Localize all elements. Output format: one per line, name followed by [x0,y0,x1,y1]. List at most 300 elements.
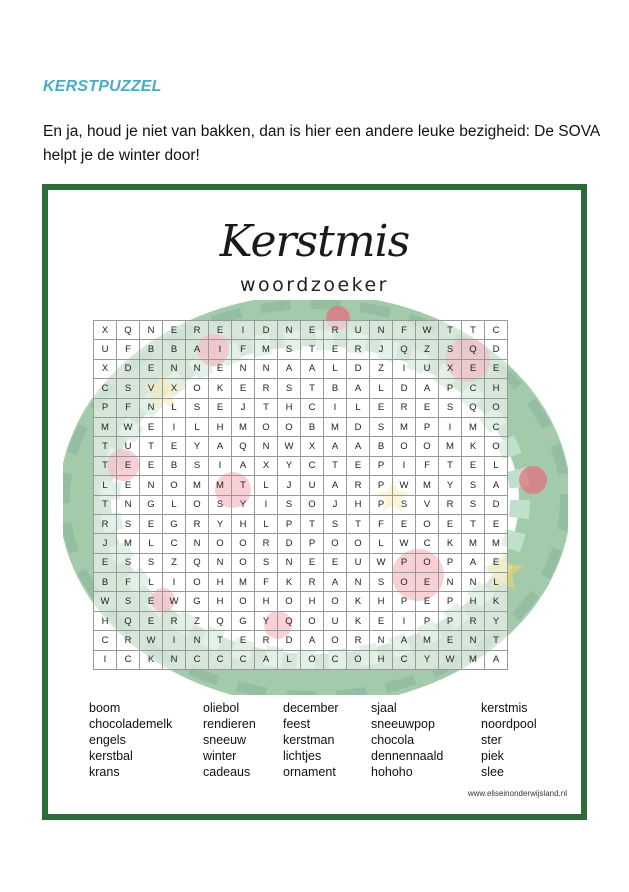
grid-cell: O [347,650,370,669]
grid-cell: U [117,437,140,456]
grid-cell: A [462,553,485,572]
grid-cell: I [393,611,416,630]
grid-cell: W [140,631,163,650]
grid-cell: E [209,321,232,340]
grid-cell: E [485,359,508,378]
grid-cell: C [462,379,485,398]
website-credit: www.eliseinonderwijsland.nl [467,789,567,798]
grid-cell: H [485,379,508,398]
grid-cell: I [163,631,186,650]
grid-cell: O [163,476,186,495]
grid-cell: D [393,379,416,398]
grid-cell: S [324,514,347,533]
grid-cell: E [117,476,140,495]
grid-cell: N [140,321,163,340]
grid-cell: R [462,611,485,630]
grid-cell: Q [462,398,485,417]
grid-row [94,456,508,475]
grid-cell: N [462,573,485,592]
grid-cell: I [209,456,232,475]
grid-cell: I [232,321,255,340]
section-heading: KERSTPUZZEL [43,78,162,95]
grid-cell: N [255,359,278,378]
word-item: oliebol [203,701,240,715]
grid-cell: T [94,495,117,514]
grid-row [94,631,508,650]
grid-cell: H [301,592,324,611]
grid-cell: H [209,417,232,436]
grid-cell: E [163,437,186,456]
grid-cell: T [462,321,485,340]
grid-cell: T [209,631,232,650]
grid-cell: A [301,359,324,378]
grid-cell: Q [278,611,301,630]
grid-cell: D [278,631,301,650]
grid-cell: H [278,398,301,417]
grid-cell: X [163,379,186,398]
grid-cell: Y [209,514,232,533]
grid-cell: A [485,650,508,669]
grid-row [94,650,508,669]
grid-cell: C [163,534,186,553]
grid-cell: S [140,553,163,572]
grid-cell: E [140,417,163,436]
grid-cell: O [186,495,209,514]
grid-cell: T [94,456,117,475]
grid-cell: A [324,437,347,456]
grid-cell: T [462,514,485,533]
grid-cell: M [462,417,485,436]
grid-cell: Q [393,340,416,359]
grid-cell: L [324,359,347,378]
grid-cell: C [232,650,255,669]
grid-cell: H [462,592,485,611]
grid-cell: N [370,321,393,340]
grid-cell: N [255,437,278,456]
grid-row [94,611,508,630]
grid-cell: F [117,340,140,359]
grid-cell: O [301,495,324,514]
grid-cell: E [485,553,508,572]
grid-cell: M [439,437,462,456]
grid-cell: V [416,495,439,514]
word-item: chocola [371,733,415,747]
grid-cell: P [370,495,393,514]
grid-cell: Y [485,611,508,630]
word-item: chocolademelk [89,717,173,731]
grid-cell: N [186,631,209,650]
grid-cell: A [186,340,209,359]
grid-cell: K [462,437,485,456]
grid-cell: I [393,359,416,378]
grid-cell: H [209,592,232,611]
grid-cell: C [301,398,324,417]
grid-cell: C [416,534,439,553]
grid-cell: H [370,592,393,611]
grid-cell: N [209,553,232,572]
grid-cell: T [301,514,324,533]
word-item: krans [89,765,120,779]
grid-cell: E [232,631,255,650]
grid-cell: D [347,417,370,436]
grid-cell: O [278,417,301,436]
word-item: rendieren [203,717,256,731]
grid-cell: I [209,340,232,359]
grid-cell: X [255,456,278,475]
grid-cell: W [94,592,117,611]
grid-cell: R [324,321,347,340]
grid-cell: M [393,417,416,436]
grid-cell: A [416,379,439,398]
grid-cell: E [209,359,232,378]
grid-cell: B [140,340,163,359]
grid-cell: K [347,592,370,611]
grid-cell: C [94,379,117,398]
grid-cell: C [485,321,508,340]
grid-cell: W [393,534,416,553]
grid-cell: P [301,534,324,553]
word-item: slee [481,765,504,779]
grid-cell: E [393,514,416,533]
grid-row [94,379,508,398]
grid-cell: I [439,417,462,436]
grid-cell: T [140,437,163,456]
grid-cell: H [94,611,117,630]
grid-cell: A [347,437,370,456]
grid-cell: B [94,573,117,592]
grid-cell: P [416,417,439,436]
grid-cell: I [163,417,186,436]
grid-cell: S [186,456,209,475]
grid-cell: B [301,417,324,436]
grid-cell: T [347,514,370,533]
word-item: noordpool [481,717,537,731]
word-item: kerstbal [89,749,133,763]
grid-cell: E [324,553,347,572]
grid-cell: Z [163,553,186,572]
grid-cell: C [301,456,324,475]
grid-cell: J [324,495,347,514]
grid-cell: H [209,573,232,592]
grid-cell: O [324,592,347,611]
grid-cell: G [163,514,186,533]
grid-cell: L [94,476,117,495]
grid-cell: A [209,437,232,456]
grid-cell: L [163,495,186,514]
grid-cell: R [186,321,209,340]
grid-cell: U [347,321,370,340]
grid-cell: Z [416,340,439,359]
grid-cell: L [370,534,393,553]
grid-cell: T [439,321,462,340]
word-item: sneeuw [203,733,247,747]
grid-cell: R [347,340,370,359]
grid-cell: C [485,417,508,436]
grid-cell: K [140,650,163,669]
grid-cell: A [393,631,416,650]
grid-cell: M [117,534,140,553]
grid-cell: P [393,553,416,572]
grid-cell: M [462,650,485,669]
grid-cell: N [186,534,209,553]
grid-cell: O [186,573,209,592]
grid-cell: B [163,456,186,475]
grid-cell: J [232,398,255,417]
grid-row [94,398,508,417]
grid-cell: M [209,476,232,495]
grid-cell: U [416,359,439,378]
grid-cell: S [393,495,416,514]
grid-cell: A [324,476,347,495]
grid-cell: A [232,456,255,475]
grid-cell: B [163,340,186,359]
grid-cell: E [439,631,462,650]
grid-cell: T [94,437,117,456]
grid-cell: Z [370,359,393,378]
word-item: sjaal [371,701,397,715]
grid-cell: S [278,495,301,514]
grid-cell: L [347,398,370,417]
word-item: piek [481,749,504,763]
grid-cell: V [140,379,163,398]
grid-cell: L [255,514,278,533]
grid-cell: O [232,553,255,572]
grid-cell: R [439,495,462,514]
grid-cell: N [186,359,209,378]
grid-cell: W [163,592,186,611]
grid-cell: S [278,340,301,359]
grid-cell: L [163,398,186,417]
grid-cell: E [462,456,485,475]
grid-cell: W [439,650,462,669]
grid-cell: P [278,514,301,533]
grid-cell: S [117,514,140,533]
grid-cell: O [393,573,416,592]
grid-cell: X [301,437,324,456]
puzzle-subtitle: woordzoeker [240,274,389,296]
grid-cell: E [370,398,393,417]
word-item: dennennaald [371,749,444,763]
word-item: winter [203,749,237,763]
grid-cell: T [324,456,347,475]
grid-row [94,476,508,495]
intro-paragraph: En ja, houd je niet van bakken, dan is hier een andere leuke bezigheid: De SOVA helpt je de winter door! [43,123,600,164]
grid-cell: D [485,495,508,514]
word-item: december [283,701,339,715]
word-list [89,700,559,780]
grid-cell: E [209,398,232,417]
grid-cell: Y [232,495,255,514]
grid-cell: F [416,456,439,475]
grid-cell: W [117,417,140,436]
grid-cell: A [347,379,370,398]
grid-cell: N [232,359,255,378]
grid-cell: C [94,631,117,650]
grid-cell: E [232,379,255,398]
grid-cell: R [347,631,370,650]
grid-cell: E [140,456,163,475]
word-item: boom [89,701,121,715]
grid-cell: B [370,437,393,456]
grid-cell: O [485,398,508,417]
word-item: cadeaus [203,765,251,779]
grid-cell: N [347,573,370,592]
grid-cell: O [485,437,508,456]
grid-cell: K [209,379,232,398]
grid-cell: Q [462,340,485,359]
word-item: feest [283,717,311,731]
grid-cell: O [301,650,324,669]
grid-cell: R [255,379,278,398]
grid-cell: S [186,398,209,417]
grid-cell: O [255,417,278,436]
grid-cell: D [117,359,140,378]
grid-cell: C [117,650,140,669]
grid-cell: I [324,398,347,417]
word-item: kerstman [283,733,335,747]
grid-cell: O [347,534,370,553]
grid-cell: B [324,379,347,398]
grid-cell: T [485,631,508,650]
grid-cell: E [117,456,140,475]
grid-cell: R [255,631,278,650]
grid-cell: J [94,534,117,553]
grid-cell: Y [416,650,439,669]
grid-cell: L [255,476,278,495]
grid-cell: F [117,573,140,592]
grid-cell: O [209,534,232,553]
grid-cell: F [393,321,416,340]
grid-cell: A [485,476,508,495]
grid-cell: R [347,476,370,495]
grid-cell: P [94,398,117,417]
grid-cell: S [117,379,140,398]
grid-cell: C [186,650,209,669]
grid-cell: I [255,495,278,514]
grid-cell: I [393,456,416,475]
grid-cell: M [485,534,508,553]
grid-cell: N [278,553,301,572]
grid-cell: S [278,379,301,398]
grid-cell: O [278,592,301,611]
grid-cell: Y [439,476,462,495]
grid-cell: E [462,359,485,378]
grid-row [94,553,508,572]
grid-cell: I [94,650,117,669]
grid-cell: L [278,650,301,669]
grid-cell: E [140,359,163,378]
grid-row [94,417,508,436]
grid-cell: E [140,514,163,533]
grid-cell: G [232,611,255,630]
puzzle-image [42,184,587,820]
grid-cell: H [370,650,393,669]
grid-row [94,592,508,611]
grid-cell: S [462,476,485,495]
grid-cell: E [485,514,508,533]
grid-cell: K [278,573,301,592]
grid-cell: C [209,650,232,669]
grid-cell: T [301,340,324,359]
grid-cell: P [416,611,439,630]
grid-row [94,359,508,378]
grid-cell: U [324,611,347,630]
grid-cell: K [347,611,370,630]
grid-cell: W [370,553,393,572]
grid-row [94,573,508,592]
grid-cell: S [209,495,232,514]
grid-cell: T [255,398,278,417]
grid-cell: T [439,456,462,475]
grid-cell: S [255,553,278,572]
grid-cell: O [393,437,416,456]
grid-cell: E [439,514,462,533]
grid-cell: M [416,476,439,495]
grid-cell: O [416,437,439,456]
grid-cell: F [232,340,255,359]
grid-cell: M [94,417,117,436]
grid-cell: Y [186,437,209,456]
grid-cell: D [255,321,278,340]
grid-row [94,340,508,359]
grid-cell: O [324,534,347,553]
grid-row [94,514,508,533]
grid-cell: E [94,553,117,572]
grid-cell: O [232,592,255,611]
grid-cell: H [347,495,370,514]
grid-cell: S [439,398,462,417]
grid-cell: L [140,573,163,592]
grid-cell: F [255,573,278,592]
word-item: ster [481,733,502,747]
grid-cell: L [485,573,508,592]
grid-cell: Q [232,437,255,456]
grid-cell: M [416,631,439,650]
grid-cell: C [393,650,416,669]
grid-cell: U [347,553,370,572]
grid-cell: L [140,534,163,553]
grid-cell: X [439,359,462,378]
grid-cell: P [393,592,416,611]
grid-cell: W [393,476,416,495]
grid-cell: S [370,417,393,436]
grid-cell: R [94,514,117,533]
grid-cell: L [370,379,393,398]
grid-cell: E [416,398,439,417]
grid-cell: K [485,592,508,611]
grid-cell: X [94,321,117,340]
grid-cell: Q [117,321,140,340]
grid-cell: R [255,534,278,553]
grid-cell: P [439,379,462,398]
grid-cell: P [370,476,393,495]
grid-cell: N [278,321,301,340]
grid-row [94,437,508,456]
grid-cell: L [485,456,508,475]
word-item: ornament [283,765,336,779]
grid-cell: R [186,514,209,533]
grid-cell: N [163,359,186,378]
grid-cell: Z [186,611,209,630]
grid-cell: E [140,611,163,630]
grid-cell: L [186,417,209,436]
grid-cell: K [439,534,462,553]
grid-cell: N [140,398,163,417]
letter-grid [93,320,508,670]
grid-cell: N [163,650,186,669]
grid-cell: M [255,340,278,359]
grid-cell: N [117,495,140,514]
